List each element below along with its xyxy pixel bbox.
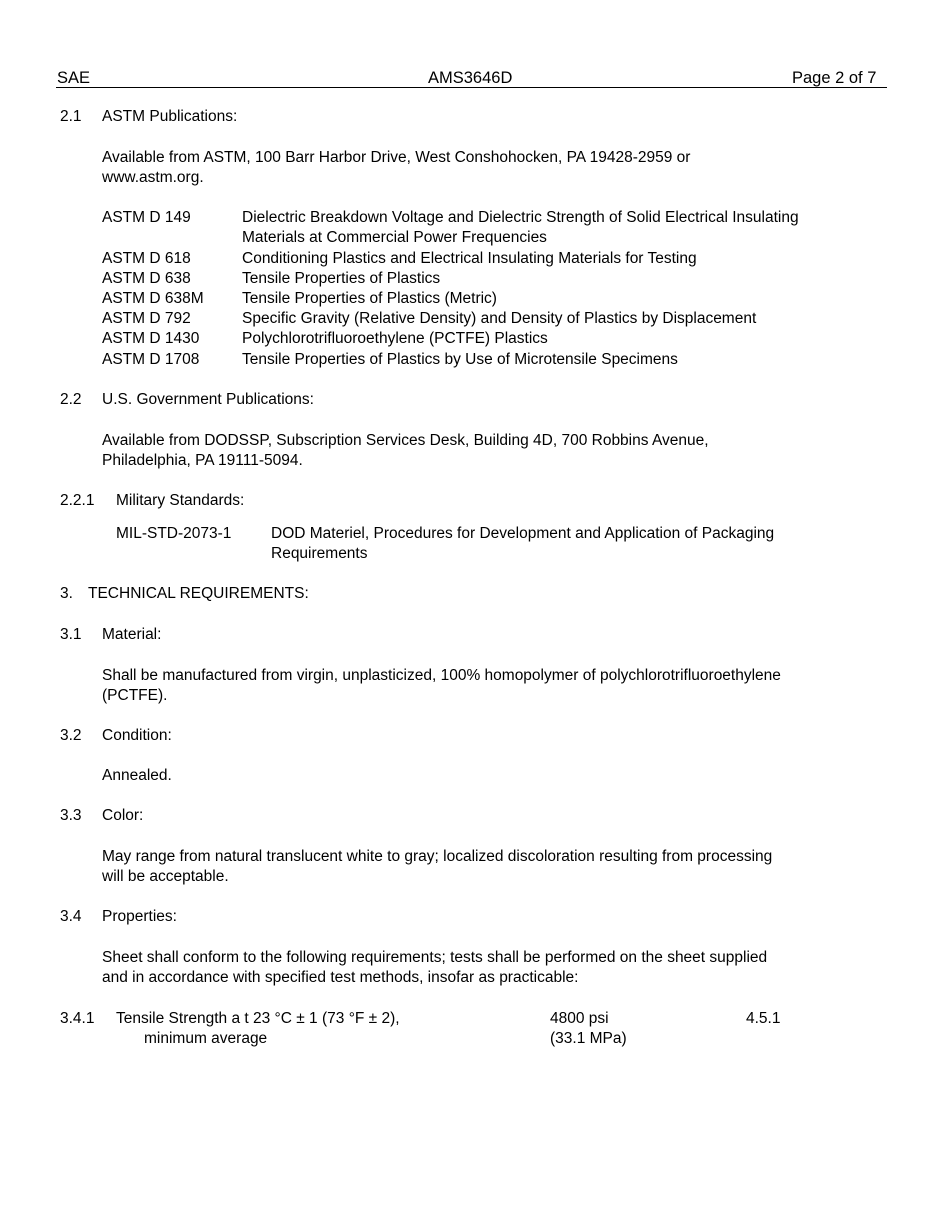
header-doc-number: AMS3646D	[428, 69, 513, 87]
ref-title-continued: Materials at Commercial Power Frequencies	[242, 229, 547, 246]
ref-code: ASTM D 638	[102, 270, 191, 287]
section-2-2-title: U.S. Government Publications:	[102, 391, 314, 408]
ref-code: ASTM D 149	[102, 209, 191, 226]
ref-code: ASTM D 638M	[102, 290, 204, 307]
section-3-1-number: 3.1	[60, 626, 82, 643]
property-value-metric: (33.1 MPa)	[550, 1030, 627, 1047]
ref-code: ASTM D 1708	[102, 351, 200, 368]
ref-code: ASTM D 618	[102, 250, 191, 267]
ref-title: Dielectric Breakdown Voltage and Dielectric Strength of Solid Electrical Insulating	[242, 209, 799, 226]
section-3-title: TECHNICAL REQUIREMENTS:	[88, 585, 309, 602]
section-2-2-text-line2: Philadelphia, PA 19111-5094.	[102, 452, 303, 469]
section-2-2-number: 2.2	[60, 391, 82, 408]
section-3-2-number: 3.2	[60, 727, 82, 744]
mil-std-title: DOD Materiel, Procedures for Development and Application of Packaging	[271, 525, 775, 542]
ref-code: ASTM D 792	[102, 310, 191, 327]
section-2-1-title: ASTM Publications:	[102, 108, 238, 125]
section-3-1-text-line1: Shall be manufactured from virgin, unplasticized, 100% homopolymer of polychlorotrifluoroethylene	[102, 667, 781, 684]
section-2-1-availability-line2: www.astm.org.	[102, 169, 204, 186]
property-name: Tensile Strength a t 23 °C ± 1 (73 °F ± 2),	[116, 1010, 400, 1027]
mil-std-code: MIL-STD-2073-1	[116, 525, 232, 542]
section-3-4-1-number: 3.4.1	[60, 1010, 95, 1027]
section-3-3-number: 3.3	[60, 807, 82, 824]
ref-title: Conditioning Plastics and Electrical Insulating Materials for Testing	[242, 250, 697, 267]
section-3-1-title: Material:	[102, 626, 162, 643]
section-3-2-title: Condition:	[102, 727, 172, 744]
ref-title: Polychlorotrifluoroethylene (PCTFE) Plastics	[242, 330, 548, 347]
header-org: SAE	[57, 69, 91, 87]
section-2-2-text-line1: Available from DODSSP, Subscription Services Desk, Building 4D, 700 Robbins Avenue,	[102, 432, 709, 449]
mil-std-title-continued: Requirements	[271, 545, 368, 562]
ref-title: Tensile Properties of Plastics by Use of Microtensile Specimens	[242, 351, 678, 368]
section-3-3-text-line1: May range from natural translucent white to gray; localized discoloration resulting from processing	[102, 848, 773, 865]
property-test-reference: 4.5.1	[746, 1010, 781, 1027]
ref-title: Specific Gravity (Relative Density) and Density of Plastics by Displacement	[242, 310, 757, 327]
ref-title: Tensile Properties of Plastics (Metric)	[242, 290, 497, 307]
section-3-4-text-line2: and in accordance with specified test methods, insofar as practicable:	[102, 969, 579, 986]
header-page-number: Page 2 of 7	[792, 69, 877, 87]
section-2-1-availability-line1: Available from ASTM, 100 Barr Harbor Drive, West Conshohocken, PA 19428-2959 or	[102, 149, 691, 166]
ref-code: ASTM D 1430	[102, 330, 200, 347]
ref-title: Tensile Properties of Plastics	[242, 270, 441, 287]
section-2-2-1-title: Military Standards:	[116, 492, 245, 509]
section-3-4-number: 3.4	[60, 908, 82, 925]
section-3-3-text-line2: will be acceptable.	[102, 868, 229, 885]
section-3-number: 3.	[60, 585, 73, 602]
section-3-1-text-line2: (PCTFE).	[102, 687, 168, 704]
section-3-2-text: Annealed.	[102, 767, 172, 784]
section-2-2-1-number: 2.2.1	[60, 492, 95, 509]
section-3-3-title: Color:	[102, 807, 144, 824]
header-rule	[56, 87, 887, 88]
property-name-continued: minimum average	[144, 1030, 268, 1047]
section-2-1-number: 2.1	[60, 108, 82, 125]
section-3-4-title: Properties:	[102, 908, 177, 925]
property-value: 4800 psi	[550, 1010, 609, 1027]
section-3-4-text-line1: Sheet shall conform to the following requirements; tests shall be performed on the sheet supplied	[102, 949, 768, 966]
